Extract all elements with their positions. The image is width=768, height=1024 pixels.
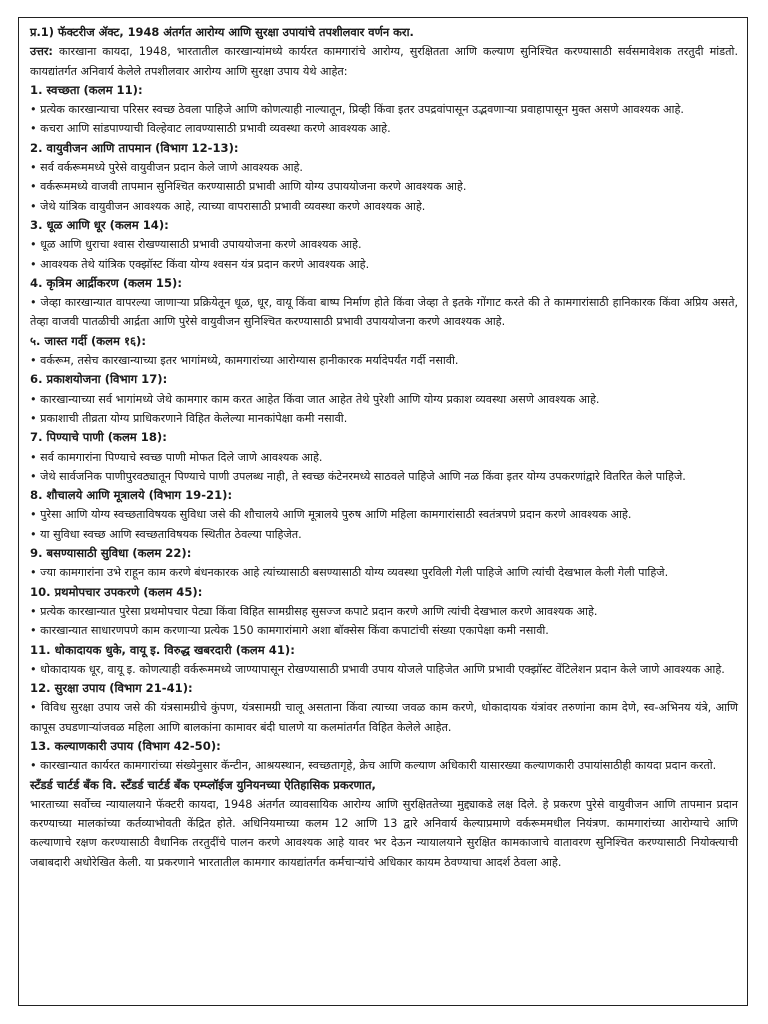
section-bullet: • कारखान्यात साधारणपणे काम करणाऱ्या प्रत्येक 150 कामगारांमागे अशा बॉक्सेस किंवा कपाटांची संख्या एकापेक्षा कमी नसावी. (30, 624, 549, 638)
section-heading: 12. सुरक्षा उपाय (विभाग 21-41): (30, 681, 193, 696)
section-bullet: • ज्या कामगारांना उभे राहून काम करणे बंधनकारक आहे त्यांच्यासाठी बसण्यासाठी योग्य व्यवस्था पुरविली गेली पाहिजे आणि त्यांची देखभाल केली गेली पाहिजे. (30, 566, 669, 580)
section-bullet: • सर्व वर्करूममध्ये पुरेसे वायुवीजन प्रदान केले जाणे आवश्यक आहे. (30, 161, 303, 175)
section-heading: 3. धूळ आणि धूर (कलम 14): (30, 217, 169, 232)
case-body: भारताच्या सर्वोच्च न्यायालयाने फॅक्टरी कायदा, 1948 अंतर्गत व्यावसायिक आरोग्य आणि सुरक्षिततेच्या मुद्द्याकडे लक्ष दिले. हे प्रकरण पुरेसे वायुवीजन आणि तापमान प्रदान करण्याच्या मालकांच्या कर्तव्याभोवती केंद्रित होते. अधिनियमाच्या कलम 12 आणि 13 द्वारे अनिवार्य केल्याप्रमाणे वर्करूममधील नियंत्रण. कामगारांच्या आरोग्याचे आणि कल्याणाचे रक्षण करण्यासाठी वैधानिक तरतुदींचे पालन करणे आवश्यक आहे यावर भर देऊन न्यायालयाने सुरक्षित कामकाजाचे वातावरण सुनिश्चित करण्यासाठी नियोक्त्याची जबाबदारी अधोरेखित केली. या प्रकरणाने भारतातील कामगार कायद्यांतर्गत कर्मचाऱ्यांचे अधिकार कायम ठेवण्याचा आदर्श ठेवला आहे. (30, 797, 738, 869)
section-bullet: • वर्करूममध्ये वाजवी तापमान सुनिश्चित करण्यासाठी प्रभावी आणि योग्य उपाययोजना करणे आवश्यक आहे. (30, 180, 467, 194)
section-bullet: • जेव्हा कारखान्यात वापरल्या जाणाऱ्या प्रक्रियेतून धूळ, धूर, वायू किंवा बाष्प निर्माण होते किंवा जेव्हा ते इतके गोंगाट करते की ते कामगारांसाठी हानिकारक किंवा अप्रिय असते, तेव्हा वाजवी पातळीची आर्द्रता आणि पुरेसे वायुवीजन सुनिश्चित करण्यासाठी प्रभावी उपाययोजना करणे आवश्यक आहे. (30, 296, 738, 329)
section-bullet: • वर्करूम, तसेच कारखान्याच्या इतर भागांमध्ये, कामगारांच्या आरोग्यास हानीकारक मर्यादेपर्यंत गर्दी नसावी. (30, 354, 459, 368)
section-heading: 10. प्रथमोपचार उपकरणे (कलम 45): (30, 584, 203, 599)
section-bullet: • प्रत्येक कारखान्याचा परिसर स्वच्छ ठेवला पाहिजे आणि कोणत्याही नाल्यातून, प्रिव्ही किंवा इतर उपद्रवांपासून उद्भवणाऱ्या प्रवाहापासून मुक्त असणे आवश्यक आहे. (30, 103, 684, 117)
section-bullet: • कारखान्यात कार्यरत कामगारांच्या संख्येनुसार कॅन्टीन, आश्रयस्थान, स्वच्छतागृहे, क्रेच आणि कल्याण अधिकारी यासारख्या कल्याणकारी उपायांसाठीही कायदा प्रदान करतो. (30, 759, 717, 773)
section-bullet: • जेथे सार्वजनिक पाणीपुरवठ्यातून पिण्याचे पाणी उपलब्ध नाही, ते स्वच्छ कंटेनरमध्ये साठवले पाहिजे आणि नळ किंवा इतर योग्य उपकरणांद्वारे वितरित केले पाहिजे. (30, 469, 686, 483)
section-heading: ५. जास्त गर्दी (कलम १६): (30, 333, 146, 348)
section-heading: 13. कल्याणकारी उपाय (विभाग 42-50): (30, 738, 221, 753)
section-heading: 2. वायुवीजन आणि तापमान (विभाग 12-13): (30, 140, 239, 155)
section-heading: 9. बसण्यासाठी सुविधा (कलम 22): (30, 546, 192, 561)
section-bullet: • धूळ आणि धुराचा श्वास रोखण्यासाठी प्रभावी उपाययोजना करणे आवश्यक आहे. (30, 238, 362, 252)
section-heading: 11. धोकादायक धुके, वायू इ. विरुद्ध खबरदारी (कलम 41): (30, 642, 295, 657)
sections-list (30, 81, 738, 776)
section-bullet: • विविध सुरक्षा उपाय जसे की यंत्रसामग्रीचे कुंपण, यंत्रसामग्री चालू असताना किंवा त्याच्या जवळ काम करणे, धोकादायक यंत्रांवर तरुणांना काम देणे, स्व-अभिनय यंत्रे, आणि कापूस उघडणाऱ्यांजवळ महिला आणि बालकांना कामावर बंदी घालणे या कलमांतर्गत विहित केलेले आहेत. (30, 701, 738, 734)
answer-intro (30, 42, 738, 81)
section-bullet: • प्रकाशाची तीव्रता योग्य प्राधिकरणाने विहित केलेल्या मानकांपेक्षा कमी नसावी. (30, 411, 348, 425)
section-heading: 7. पिण्याचे पाणी (कलम 18): (30, 430, 167, 445)
section-bullet: • सर्व कामगारांना पिण्याचे स्वच्छ पाणी मोफत दिले जाणे आवश्यक आहे. (30, 450, 323, 464)
question-title: प्र.1) फॅक्टरीज ॲक्ट, 1948 अंतर्गत आरोग्य आणि सुरक्षा उपायांचे तपशीलवार वर्णन करा. (30, 25, 414, 39)
section-bullet: • धोकादायक धूर, वायू इ. कोणत्याही वर्करूममध्ये जाण्यापासून रोखण्यासाठी प्रभावी उपाय योजले पाहिजेत आणि प्रभावी एक्झॉस्ट वेंटिलेशन प्रदान केले जाणे आवश्यक आहे. (30, 662, 725, 676)
content-frame (18, 17, 748, 1006)
answer-intro-text: कारखाना कायदा, 1948, भारतातील कारखान्यांमध्ये कार्यरत कामगारांचे आरोग्य, सुरक्षितता आणि कल्याण सुनिश्चित करण्यासाठी सर्वसमावेशक तरतुदी मांडतो. कायद्यांतर्गत अनिवार्य केलेले तपशीलवार आरोग्य आणि सुरक्षा उपाय येथे आहेत: (30, 45, 738, 78)
case-title: स्टँडर्ड चार्टर्ड बँक वि. स्टँडर्ड चार्टर्ड बँक एम्प्लॉईज युनियनच्या ऐतिहासिक प्रकरणात, (30, 777, 376, 792)
answer-label: उत्तर: (30, 45, 53, 59)
section-heading: 4. कृत्रिम आर्द्रीकरण (कलम 15): (30, 275, 182, 290)
section-bullet: • पुरेसा आणि योग्य स्वच्छताविषयक सुविधा जसे की शौचालये आणि मूत्रालये पुरुष आणि महिला कामगारांसाठी स्वतंत्रपणे प्रदान करणे आवश्यक आहे. (30, 508, 632, 522)
section-bullet: • प्रत्येक कारखान्यात पुरेसा प्रथमोपचार पेट्या किंवा विहित सामग्रीसह सुसज्ज कपाटे प्रदान करणे आणि त्यांची देखभाल करणे आवश्यक आहे. (30, 604, 598, 618)
section-bullet: • कचरा आणि सांडपाण्याची विल्हेवाट लावण्यासाठी प्रभावी व्यवस्था करणे आवश्यक आहे. (30, 122, 391, 136)
section-heading: 8. शौचालये आणि मूत्रालये (विभाग 19-21): (30, 488, 233, 503)
section-bullet: • कारखान्याच्या सर्व भागांमध्ये जेथे कामगार काम करत आहेत किंवा जात आहेत तेथे पुरेशी आणि योग्य प्रकाश व्यवस्था असणे आवश्यक आहे. (30, 392, 600, 406)
section-heading: 6. प्रकाशयोजना (विभाग 17): (30, 372, 168, 387)
section-bullet: • जेथे यांत्रिक वायुवीजन आवश्यक आहे, त्याच्या वापरासाठी प्रभावी व्यवस्था करणे आवश्यक आहे. (30, 199, 426, 213)
section-bullet: • या सुविधा स्वच्छ आणि स्वच्छताविषयक स्थितीत ठेवल्या पाहिजेत. (30, 527, 302, 541)
section-heading: 1. स्वच्छता (कलम 11): (30, 82, 143, 97)
section-bullet: • आवश्यक तेथे यांत्रिक एक्झॉस्ट किंवा योग्य श्वसन यंत्र प्रदान करणे आवश्यक आहे. (30, 257, 370, 271)
